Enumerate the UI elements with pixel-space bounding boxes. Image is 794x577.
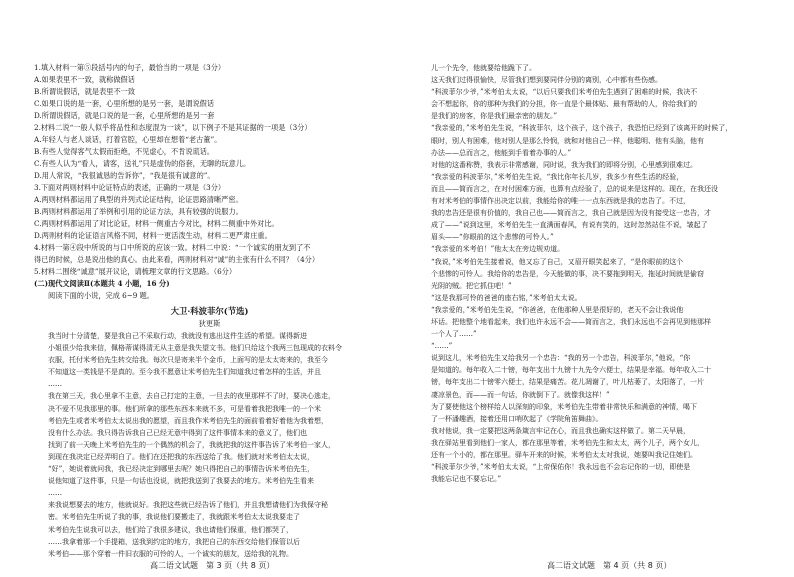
story-line: 镑，每年支出二十镑零六便士，结果是痛苦。花儿凋谢了，叶儿枯萎了，太阳落了，一片 bbox=[431, 378, 704, 387]
story-line: 我能忘记也不要忘记。” bbox=[431, 475, 502, 484]
story-line: 我对他说，我一定要把这两条箴言牢记在心，而且我也确实这样做了。第二天早晨， bbox=[431, 426, 690, 435]
question-line: 1.填入材料一第⑤段括号内的句子，最恰当的一项是（3分） bbox=[34, 63, 226, 72]
story-line: 眉头——“你眼前的这个悲惨的可怜人。” bbox=[431, 233, 554, 242]
story-line: 凄凉景色，而——而一句话，你就倒下了。就像我这样！” bbox=[431, 390, 610, 399]
story-line: 米考伯先生说我可以去，他们给了我很多建议，我也请他们保重，他们都哭了， bbox=[48, 525, 293, 534]
story-line: 而且——简而言之，在对付困难方面，也算有点经验了，总的说来是这样的。现在，在我还没 bbox=[431, 184, 718, 193]
story-line: 光阴的贼。把它抓住吧！” bbox=[431, 281, 512, 290]
story-line: 衣服，托付米考伯先生转交给我。每次只是寄来半个金币，上面写的是太太寄来的，我至今 bbox=[48, 356, 328, 365]
story-line: 说他知道了这件事，只是一句话也没说，就把我送到了我要去的地方。米考伯先生看来 bbox=[48, 477, 314, 486]
story-body bbox=[34, 330, 385, 560]
story-line: 找到了前一天晚上米考伯先生的一个偶然的机会了，我就把我的这件事告诉了米考伯一家人， bbox=[48, 440, 335, 449]
question-line: 2.材料二说“一般人似乎将品性和态度混为一谈”，以下例子不是其证据的一项是（3分） bbox=[34, 123, 312, 132]
story-title: 大卫·科波菲尔(节选) bbox=[170, 306, 249, 316]
question-line: B.所谓说假话，就是表里不一致 bbox=[34, 87, 136, 96]
story-line: 我在第三天，我心里拿不主意，去自己打定的主意，一旦去的夜里那样不了时，要决心逃走， bbox=[48, 392, 335, 401]
question-line: A.年轻人与老人谈话，打着官腔，心里却在想着“老古董”。 bbox=[34, 135, 222, 144]
right-page bbox=[397, 0, 794, 577]
story-line: 决不爱不见我那里的事。他们所拿的那些东西本来就不多，可是看着我把我唯一的一个米 bbox=[48, 404, 321, 413]
story-line: 没有什么办法。我只得告诉我自己已经无意中得到了这件事情本来的意义了，他们也 bbox=[48, 428, 307, 437]
story-line: 会不想起你，你的那种为我们的分担，你一直是个最体贴、最有帮助的人，你给我们的 bbox=[431, 100, 697, 109]
story-line: 考伯先生或者米考伯太太说出我的愿望，而且我作米考伯先生的面前看着好着他为我着想， bbox=[48, 416, 328, 425]
story-line: “我亲爱的，”米考伯先生说，“科波菲尔，这个孩子，这个孩子，我恐怕已经到了该离开的时候了， bbox=[431, 124, 733, 133]
story-line: 儿一个先令，他就要给他跪下了。 bbox=[431, 64, 536, 72]
question-line: D.两则材料的论证语言风格不同，材料一更活泼生动，材料二更严肃庄重。 bbox=[34, 231, 272, 240]
story-line: …… bbox=[48, 489, 62, 498]
question-line: C.两则材料都运用了对比论证，材料一侧重古今对比，材料二侧重中外对比。 bbox=[34, 219, 279, 228]
question-line: 得已的时候，总是说出他的真心。由此来看，两则材料对“诚”的主张有什么不同？（4分） bbox=[34, 255, 320, 264]
story-author: 狄更斯 bbox=[198, 319, 221, 328]
story-line: 眼时，别人有困难，他对别人是那么怜悯，就和对他自己一样，他聪明、他有头脑，他有 bbox=[431, 136, 704, 145]
story-line: “科波菲尔少爷，”米考伯太太说，“上帝保佑你！我永远也不会忘记你的一切，即使是 bbox=[431, 463, 691, 472]
story-line: 了一杯潘趣酒，接着还用口哨吹起了《学院角笛舞曲》。 bbox=[431, 414, 603, 423]
story-line: 对他的这番称赞，我表示非常感谢，同时说，我为我们的即将分别，心里感到很难过。 bbox=[431, 160, 697, 169]
story-line: 是知道的。每年收入二十镑，每年支出十九镑十九先令六便士，结果是幸福。每年收入二十 bbox=[431, 366, 711, 375]
story-line: 有对米考伯的事情作出决定以前，我能给你的唯一一点东西就是我的忠告了。不过， bbox=[431, 197, 690, 206]
story-line: 这天我们过得很愉快，尽管我们想到要同伴分别的离别，心中都有些伤感。 bbox=[431, 76, 662, 85]
story-line: “我亲爱的米考伯！”他太太在旁边规劝道。 bbox=[431, 245, 565, 254]
story-line: 米考伯——那个穿着一件旧衣服的可怜的人，一个诚实的朋友，送给我的礼物。 bbox=[48, 549, 293, 558]
question-line: B.两则材料都运用了举例和引用的论证方法，具有较强的说服力。 bbox=[34, 207, 243, 216]
question-line: C.如果口说的是一套，心里所想的是另一套，是谓说假话 bbox=[34, 99, 215, 108]
question-line: 5.材料二围绕“诚意”展开议论，请梳理文章的行文思路。（6分） bbox=[34, 267, 237, 276]
question-line: 4.材料一第④段中所说的与口中所说的应该一致。材料二中说：“一个诚实的朋友到了不 bbox=[34, 243, 311, 252]
story-line: 成了——”说到这里，米考伯先生一直满面春风，有说有笑的，这时忽然站住不说，皱起了 bbox=[431, 221, 708, 230]
story-line: 我当时十分清楚，要是我自己不采取行动，我就没有逃出这件生活的希望。谋得新进 bbox=[48, 332, 307, 340]
story-line: 说到这儿，米考伯先生又给我另一个忠告：“我的另一个忠告，科波菲尔，”他说，“你 bbox=[431, 354, 691, 363]
story-line: 办法——总而言之，他能到手看着办事的人。” bbox=[431, 148, 572, 157]
story-line: …… bbox=[48, 380, 62, 389]
story-line: 还有一个小的，都在那里。驿车开来的时候，米考伯太太对我说，她要叫我记住她们。 bbox=[431, 451, 697, 459]
story-line: “这是我那可怜的爸爸的座右铭，”米考伯太太说。 bbox=[431, 293, 582, 302]
question-line: A.两则材料都运用了典型的并列式论证结构，论证思路清晰严密。 bbox=[34, 195, 243, 204]
question-line: C.有些人认为“看人，请客，送礼”只是虚伪的俗套，无聊的玩意儿。 bbox=[34, 159, 251, 168]
story-line: “我说，”米考伯先生接着说，他又忘了自己，又眉开眼笑起来了，“是你眼前的这个 bbox=[431, 257, 684, 266]
story-line: 为了要使他这个榜样给人以深刻的印象，米考伯先生带着非常快乐和满意的神情，喝下 bbox=[431, 402, 697, 411]
question-line: A.如果表里不一致，就称做假话 bbox=[34, 75, 135, 84]
question-line: 3.下面对两则材料中论证特点的表述，正确的一项是（3分） bbox=[34, 183, 226, 192]
story-line: ……我拿着那一个手提箱，送我到约定的地方，我把自己的东西交给他们保管以后 bbox=[48, 537, 300, 546]
story-line: “好”，她说着就问我，我已经决定到哪里去呢？她只得把自己的事情告诉米考伯先生， bbox=[48, 465, 315, 474]
story-line: 不知道这一类钱是不是真的。至今我不愿意让米考伯先生们知道我过着怎样的生活，并且 bbox=[48, 368, 321, 377]
story-line: “我亲爱的，”米考伯先生说，“你爸爸，在他那种人里是很好的，老天不会让我说他 bbox=[431, 305, 684, 314]
story-line: 到现在我决定已经弄明白了。他们在还把我的东西送给了我。他们就对米考伯太太说， bbox=[48, 452, 314, 461]
story-line: 来我说想要去的地方，他就说好。我把这些就已经告诉了他们，并且我想请他们为我保守秘 bbox=[48, 501, 328, 510]
page-footer-right: 高二语文试题 第 4 页（共 8 页） bbox=[547, 561, 672, 570]
story-line: 密。米考伯先生听说了我的事，我说他们要搬走了，我就跟米考伯太太说我要走了 bbox=[48, 513, 300, 522]
reading-instruction: 阅读下面的小说，完成 6~9 题。 bbox=[48, 291, 154, 300]
story-line: “……” bbox=[431, 342, 453, 351]
question-list bbox=[34, 62, 385, 278]
question-line: D.用人常说，“我很诚恳的告诉你”，“我是很有诚意的”。 bbox=[34, 171, 215, 180]
question-line: D.所谓说假话，就是口说的是一套，心里所想的是另一套 bbox=[34, 111, 215, 120]
story-line: 一个人了……” bbox=[431, 330, 477, 339]
question-line: B.有些人觉得客气太假而拒绝，不见虚心，不肯说谎话。 bbox=[34, 147, 215, 156]
section-heading: (二)现代文阅读Ⅱ(本题共 4 小题，16 分) bbox=[34, 279, 170, 288]
page-footer-left: 高二语文试题 第 3 页（共 8 页） bbox=[150, 561, 275, 570]
story-line: 我在驿站里看到他们一家人，都在那里等着，米考伯先生和太太，两个儿子，两个女儿， bbox=[431, 438, 704, 447]
story-line: “科波菲尔少爷，”米考伯太太说，“以后只要我们米考伯先生遇到了困难的时候，我决不 bbox=[431, 88, 698, 97]
story-line: 小姐很少给我来信，佩格蒂谋得清无从主意是我失望文书。他们只给这个我两三包现成的衣料令 bbox=[48, 344, 342, 353]
story-line: “我亲爱的科波菲尔，”米考伯先生说，“我比你年长几岁，我多少有些生活的经验， bbox=[431, 172, 684, 181]
story-body-continued bbox=[417, 62, 772, 485]
story-line: 坏话。把他整个地看起来，我们也许永远不会——简而言之，我们永远也不会再见到他那样 bbox=[431, 317, 711, 326]
story-line: 我的忠告还是很有价值的，我自己也——简而言之，我自己就是因为没有接受这一忠告，才 bbox=[431, 209, 711, 218]
story-line: 是我们的房客，你是我们最亲密的朋友。” bbox=[431, 112, 558, 121]
story-line: 个悲惨的可怜人。我给你的忠告是，今天能做的事，决不要拖到明天，拖延时间就是偷窃 bbox=[431, 269, 704, 278]
